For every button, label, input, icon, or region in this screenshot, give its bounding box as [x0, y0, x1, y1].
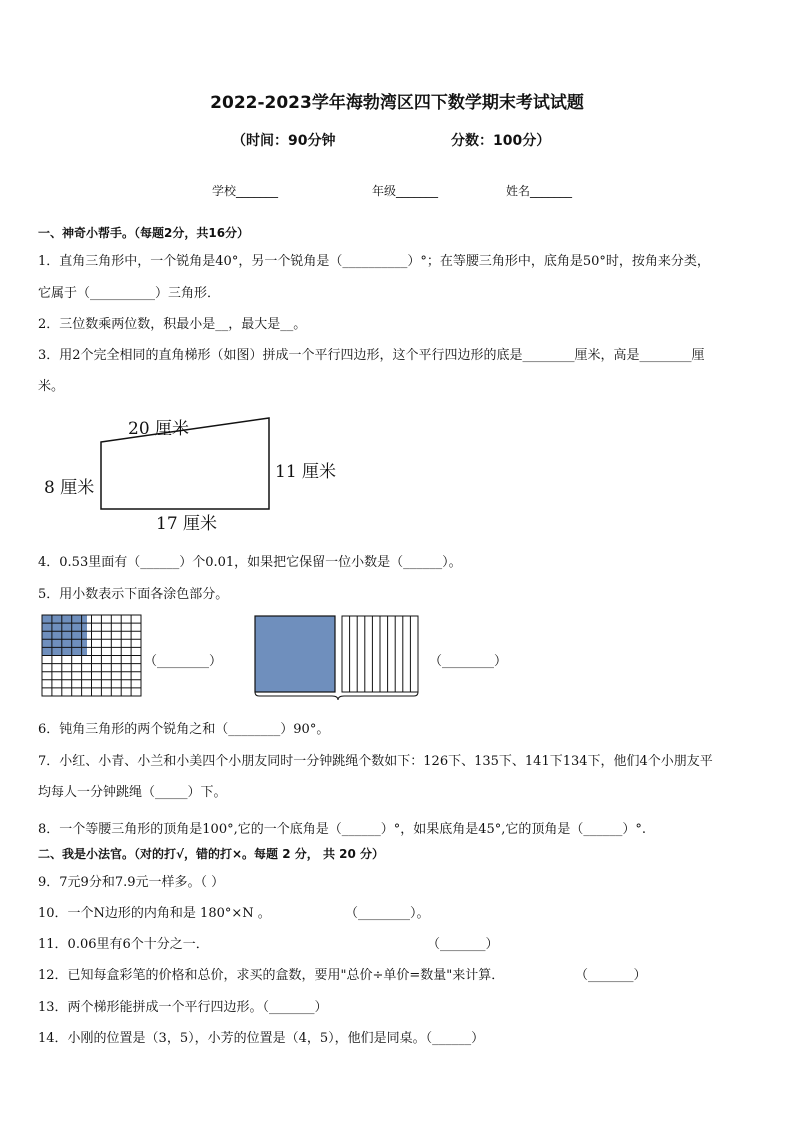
question-8: 8．一个等腰三角形的顶角是100°,它的一个底角是（______）°，如果底角是45°,它的顶角是（______）°.	[38, 822, 647, 837]
trapezoid-left-label: 8 厘米	[44, 478, 95, 498]
question-14: 14．小刚的位置是（3，5），小芳的位置是（4，5），他们是同桌。（______）	[38, 1031, 485, 1046]
full-shaded-square	[255, 616, 335, 692]
question-12: 12．已知每盒彩笔的价格和总价，求买的盒数，要用"总价÷单价=数量"来计算．	[38, 968, 505, 983]
grid-100-figure	[40, 614, 144, 698]
question-10-blank: （________）。	[345, 906, 430, 921]
question-10: 10．一个N边形的内角和是 180°×N 。	[38, 906, 271, 921]
question-13: 13．两个梯形能拼成一个平行四边形。（_______）	[38, 1000, 328, 1015]
question-5: 5．用小数表示下面各涂色部分。	[38, 587, 229, 602]
question-4: 4．0.53里面有（______）个0.01，如果把它保留一位小数是（______）。	[38, 555, 462, 570]
page-title: 2022-2023学年海勃湾区四下数学期末考试试题	[210, 93, 584, 113]
question-11: 11．0.06里有6个十分之一．	[38, 937, 209, 952]
question-3-line1: 3．用2个完全相同的直角梯形（如图）拼成一个平行四边形，这个平行四边形的底是________厘米，高是________厘	[38, 348, 705, 363]
exam-score: 分数：100分）	[451, 133, 551, 149]
question-6: 6．钝角三角形的两个锐角之和（________）90°。	[38, 722, 330, 737]
question-1-line1: 1．直角三角形中，一个锐角是40°，另一个锐角是（__________）°；在等腰三角形中，底角是50°时，按角来分类，	[38, 254, 710, 269]
question-1-line2: 它属于（__________）三角形．	[38, 286, 221, 301]
brace	[255, 692, 418, 700]
question-7-line2: 均每人一分钟跳绳（_____）下。	[38, 785, 227, 800]
question-12-blank: （_______）	[575, 968, 647, 983]
trapezoid-top-label: 20 厘米	[128, 419, 190, 439]
school-field: 学校_______	[212, 184, 279, 198]
question-7-line1: 7．小红、小青、小兰和小美四个小朋友同时一分钟跳绳个数如下：126下、135下、141下134下，他们4个小朋友平	[38, 754, 713, 769]
trapezoid-bottom-label: 17 厘米	[156, 514, 218, 534]
question-9: 9．7元9分和7.9元一样多。（ ）	[38, 875, 225, 890]
grade-field: 年级_______	[372, 184, 439, 198]
name-field: 姓名_______	[506, 184, 573, 198]
q5-blank-b: （________）	[429, 654, 508, 669]
section1-header: 一、神奇小帮手。（每题2分，共16分）	[38, 226, 250, 240]
question-11-blank: （_______）	[427, 937, 499, 952]
question-3-line2: 米。	[38, 379, 65, 394]
shaded-square-and-strips-figure	[250, 612, 425, 702]
question-2: 2．三位数乘两位数，积最小是__，最大是__。	[38, 317, 307, 332]
exam-time: （时间：90分钟	[232, 133, 336, 149]
q5-blank-a: （________）	[144, 654, 223, 669]
section2-header: 二、我是小法官。（对的打√，错的打×。每题 2 分， 共 20 分）	[38, 847, 384, 861]
trapezoid-right-label: 11 厘米	[275, 462, 337, 482]
grid-shaded-area	[42, 615, 87, 655]
